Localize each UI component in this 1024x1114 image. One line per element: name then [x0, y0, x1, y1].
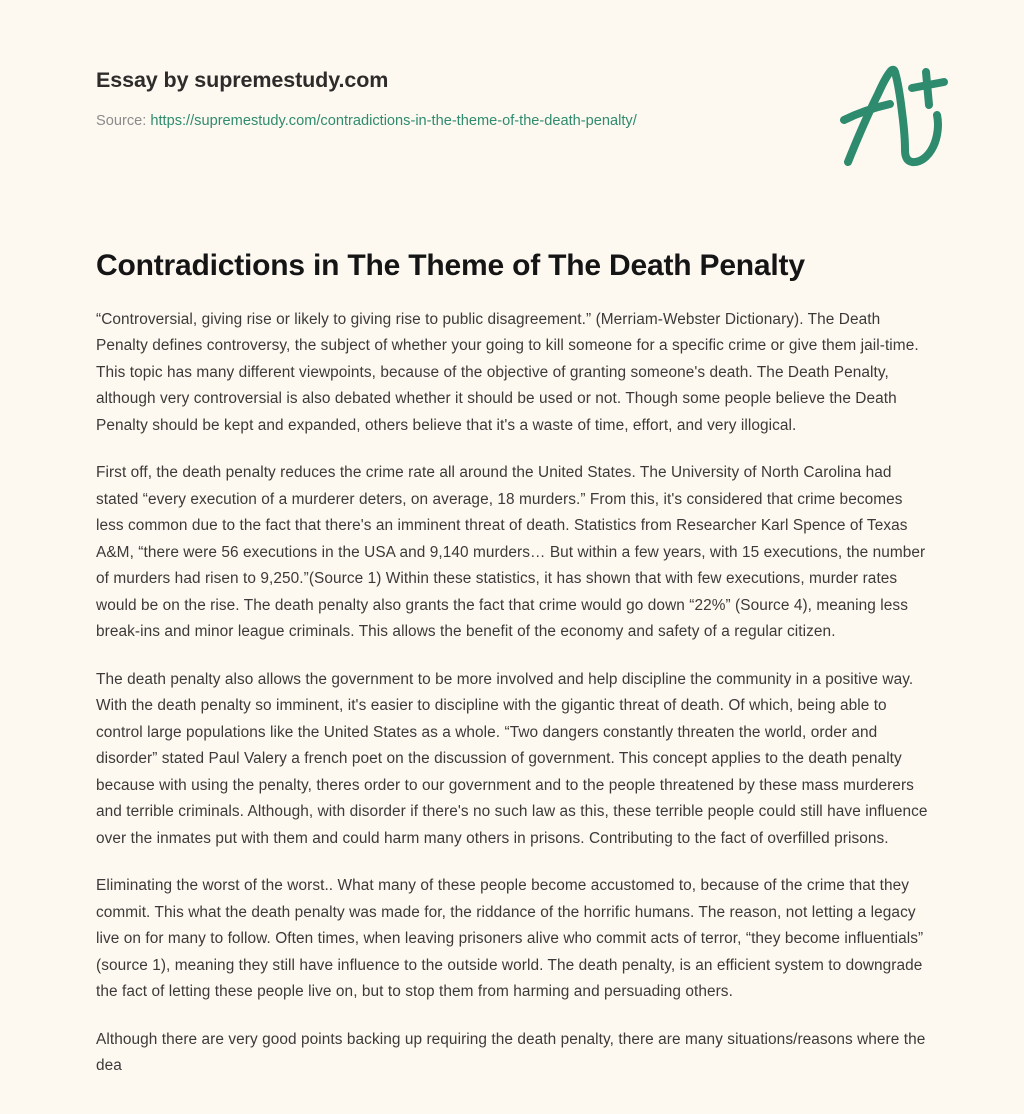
paragraph: The death penalty also allows the government to be more involved and help discipline the community in a positive way. With the death penalty so imminent, it's easier to discipline with the gigantic threat of death. Of which, being able to control large populations like the United States as a whole. “Two dangers constantly threaten the world, order and disorder” stated Paul Valery a french poet on the discussion of government. This concept applies to the death penalty because with using the penalty, theres order to our government and to the people threatened by these mass murderers and terrible criminals. Although, with disorder if there's no such law as this, these terrible people could still have influence over the inmates put with them and could harm many others in prisons. Contributing to the fact of overfilled prisons.	[96, 670, 928, 847]
article-body	[96, 285, 934, 1080]
paragraph: First off, the death penalty reduces the crime rate all around the United States. The University of North Carolina had stated “every execution of a murderer deters, on average, 18 murders.” From this, it's considered that crime becomes less common due to the fact that there's an imminent threat of death. Statistics from Researcher Karl Spence of Texas A&M, “there were 56 executions in the USA and 9,140 murders… But within a few years, with 15 executions, the number of murders had risen to 9,250.”(Source 1) Within these statistics, it has shown that with few executions, murder rates would be on the rise. The death penalty also grants the fact that crime would go down “22%” (Source 4), meaning less break-ins and minor league criminals. This allows the benefit of the economy and safety of a regular citizen.	[96, 464, 926, 640]
paragraph: “Controversial, giving rise or likely to giving rise to public disagreement.” (Merriam-Webster Dictionary). The Death Penalty defines controversy, the subject of whether your going to kill someone for a specific crime or give them jail-time. This topic has many different viewpoints, because of the objective of granting someone's death. The Death Penalty, although very controversial is also debated whether it should be used or not. Though some people believe the Death Penalty should be kept and expanded, others believe that it's a waste of time, effort, and very illogical.	[96, 310, 919, 434]
page-title: Contradictions in The Theme of The Death Penalty	[96, 249, 805, 282]
source-label: Source:	[96, 112, 147, 129]
source-url-link[interactable]: https://supremestudy.com/contradictions-in-the-theme-of-the-death-penalty/	[150, 112, 637, 129]
paragraph: Although there are very good points backing up requiring the death penalty, there are many situations/reasons where the dea	[96, 1030, 926, 1074]
a-plus-logo-icon	[834, 58, 960, 170]
source-line	[96, 94, 960, 131]
page-header	[96, 62, 960, 172]
article	[96, 247, 934, 1080]
byline: Essay by supremestudy.com	[96, 68, 389, 92]
paragraph: Eliminating the worst of the worst.. What many of these people become accustomed to, because of the crime that they commit. This what the death penalty was made for, the riddance of the horrific humans. The reason, not letting a legacy live on for many to follow. Often times, when leaving prisoners alive who commit acts of terror, “they become influentials” (source 1), meaning they still have influence to the outside world. The death penalty, is an efficient system to downgrade the fact of letting these people live on, but to stop them from harming and persuading others.	[96, 877, 924, 1000]
